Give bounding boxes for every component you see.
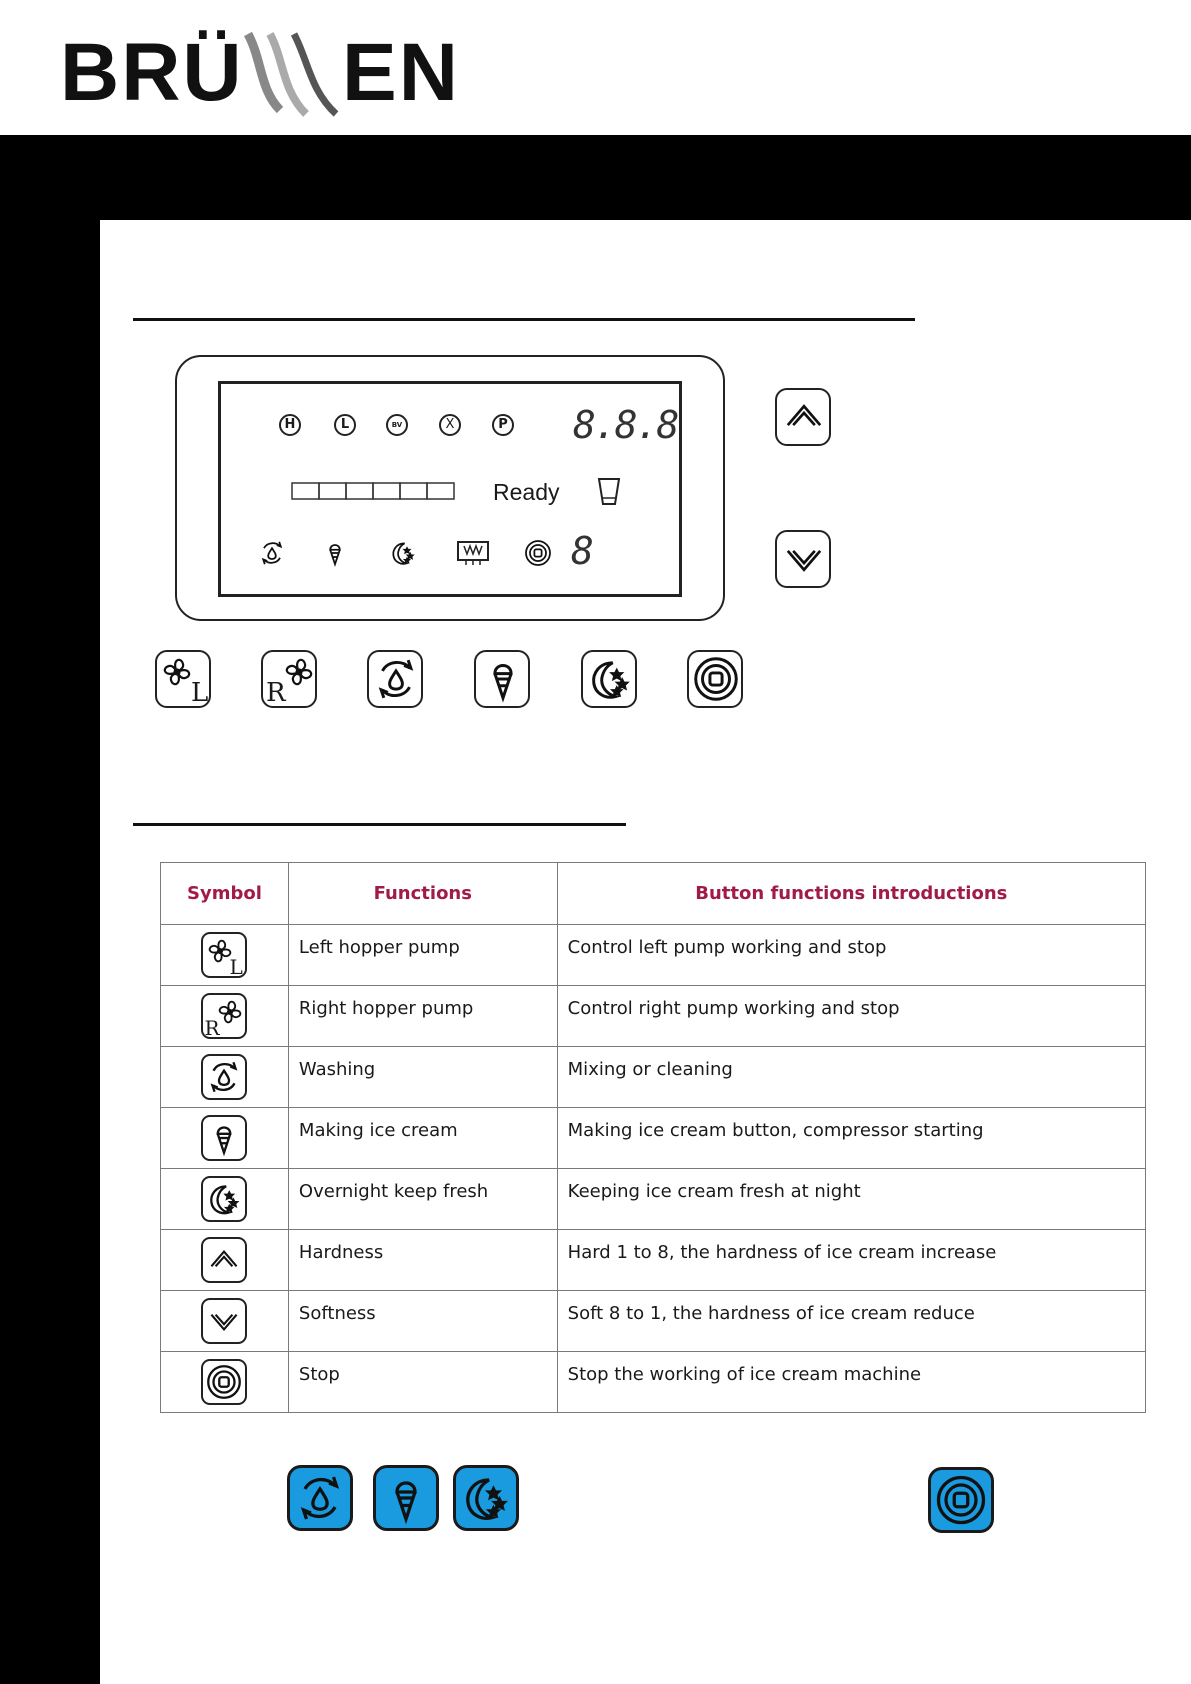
- left-pump-letter: L: [191, 678, 209, 708]
- ice-cream-icon: [376, 1468, 436, 1528]
- stop-button[interactable]: [687, 650, 743, 708]
- intro-cell: Keeping ice cream fresh at night: [557, 1169, 1145, 1230]
- logo-text-left: BRÜ: [60, 27, 244, 118]
- progress-segments: [291, 481, 461, 503]
- moon-indicator-icon: [387, 537, 419, 569]
- cone-indicator-icon: [319, 537, 351, 569]
- intro-cell: Control left pump working and stop: [557, 925, 1145, 986]
- table-row: [161, 1291, 1146, 1352]
- washing-icon: [290, 1468, 350, 1528]
- washing-icon: [369, 652, 423, 706]
- header-band: [0, 135, 1191, 220]
- ice-cream-icon: [476, 652, 530, 706]
- wash-indicator-icon: [256, 537, 288, 569]
- table-row: [161, 986, 1146, 1047]
- down-arrow-icon: [201, 1298, 247, 1344]
- hardness-up-button[interactable]: [775, 388, 831, 446]
- table-row: [161, 1047, 1146, 1108]
- header-functions: Functions: [288, 863, 557, 925]
- left-pump-button[interactable]: [155, 650, 211, 708]
- ice-cream-button-blue[interactable]: [373, 1465, 439, 1531]
- lcd-display: [218, 381, 682, 597]
- up-arrow-icon: [201, 1237, 247, 1283]
- intro-cell: Control right pump working and stop: [557, 986, 1145, 1047]
- intro-cell: Making ice cream button, compressor starting: [557, 1108, 1145, 1169]
- overnight-button-blue[interactable]: [453, 1465, 519, 1531]
- table-row: [161, 1108, 1146, 1169]
- indicator-h: H: [279, 414, 301, 436]
- digits-top: 8.8.8: [573, 403, 678, 447]
- left-pump-icon: L: [201, 932, 247, 978]
- washing-icon: [201, 1054, 247, 1100]
- cup-icon: [596, 476, 622, 508]
- heater-indicator-icon: [456, 537, 490, 567]
- button-functions-table: [160, 862, 1146, 1413]
- stop-icon: [201, 1359, 247, 1405]
- down-arrow-icon: [777, 532, 831, 586]
- ice-cream-icon: [201, 1115, 247, 1161]
- header-intro: Button functions introductions: [557, 863, 1145, 925]
- softness-down-button[interactable]: [775, 530, 831, 588]
- function-cell: Hardness: [288, 1230, 557, 1291]
- moon-icon: [456, 1468, 516, 1528]
- intro-cell: Hard 1 to 8, the hardness of ice cream increase: [557, 1230, 1145, 1291]
- up-arrow-icon: [777, 390, 831, 444]
- logo-text-right: EN: [342, 27, 460, 118]
- section-rule-2: [133, 823, 626, 826]
- section-rule-1: [133, 318, 915, 321]
- intro-cell: Stop the working of ice cream machine: [557, 1352, 1145, 1413]
- indicator-p: P: [492, 414, 514, 436]
- table-row: [161, 1230, 1146, 1291]
- table-row: [161, 1352, 1146, 1413]
- table-row: [161, 1169, 1146, 1230]
- indicator-l: L: [334, 414, 356, 436]
- digit-bottom: 8: [571, 529, 592, 573]
- stop-icon: [931, 1470, 991, 1530]
- function-cell: Washing: [288, 1047, 557, 1108]
- washing-button[interactable]: [367, 650, 423, 708]
- stop-indicator-icon: [522, 537, 554, 569]
- left-sidebar-bar: [0, 135, 100, 1684]
- header-symbol: Symbol: [161, 863, 289, 925]
- status-text: Ready: [493, 479, 560, 505]
- table-row: [161, 925, 1146, 986]
- washing-button-blue[interactable]: [287, 1465, 353, 1531]
- right-pump-button[interactable]: [261, 650, 317, 708]
- intro-cell: Mixing or cleaning: [557, 1047, 1145, 1108]
- indicator-bv: BV: [386, 414, 408, 436]
- stop-button-blue[interactable]: [928, 1467, 994, 1533]
- function-cell: Stop: [288, 1352, 557, 1413]
- moon-icon: [201, 1176, 247, 1222]
- making-ice-cream-button[interactable]: [474, 650, 530, 708]
- moon-icon: [583, 652, 637, 706]
- stop-icon: [689, 652, 743, 706]
- function-cell: Softness: [288, 1291, 557, 1352]
- brand-logo: [60, 28, 460, 118]
- function-cell: Left hopper pump: [288, 925, 557, 986]
- intro-cell: Soft 8 to 1, the hardness of ice cream reduce: [557, 1291, 1145, 1352]
- table-header-row: [161, 863, 1146, 925]
- right-pump-icon: R: [201, 993, 247, 1039]
- function-cell: Overnight keep fresh: [288, 1169, 557, 1230]
- function-cell: Making ice cream: [288, 1108, 557, 1169]
- right-pump-letter: R: [266, 678, 286, 708]
- indicator-x: X: [439, 414, 461, 436]
- function-cell: Right hopper pump: [288, 986, 557, 1047]
- overnight-fresh-button[interactable]: [581, 650, 637, 708]
